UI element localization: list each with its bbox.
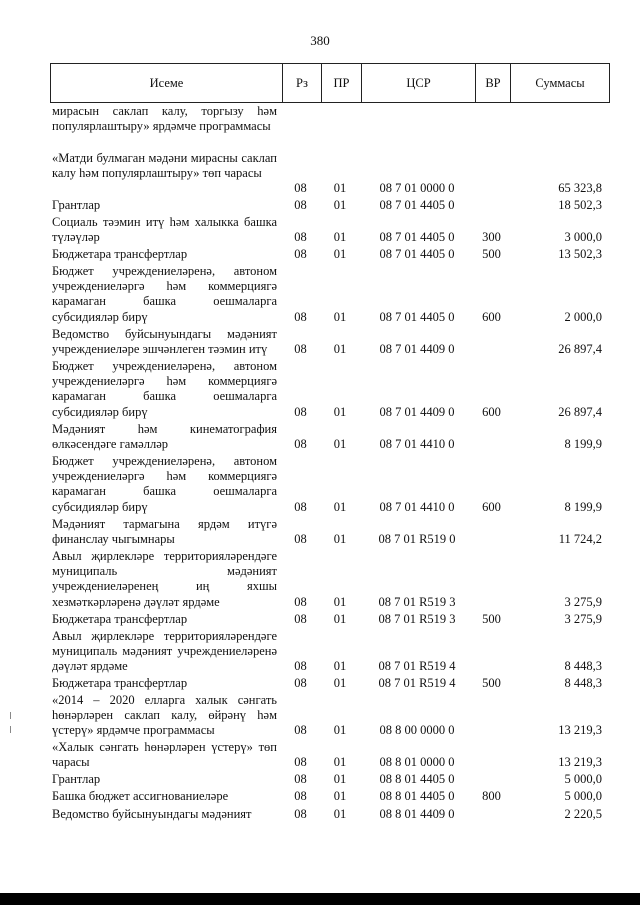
row-csr: 08 7 01 4410 0 bbox=[379, 500, 455, 514]
row-pr: 01 bbox=[333, 659, 347, 673]
row-rz: 08 bbox=[294, 676, 307, 690]
row-vr: 500 bbox=[482, 676, 501, 690]
row-vr: 500 bbox=[482, 612, 501, 626]
row-name: Мәдәният һәм кинематография өлкәсендәге гамәлләр bbox=[52, 422, 277, 452]
row-sum: 13 502,3 bbox=[558, 247, 602, 261]
row-pr: 01 bbox=[333, 342, 347, 356]
page-number: 380 bbox=[310, 33, 330, 48]
row-name: Бюджетара трансфертлар bbox=[52, 676, 188, 690]
row-pr: 01 bbox=[333, 181, 347, 195]
table-row bbox=[50, 198, 610, 213]
row-rz: 08 bbox=[294, 789, 307, 803]
header-csr: ЦСР bbox=[361, 64, 475, 102]
row-csr: 08 7 01 R519 0 bbox=[378, 532, 456, 546]
row-name: «Халык сәнгать һөнәрләрен үстерү» төп чарасы bbox=[52, 740, 277, 770]
row-csr: 08 7 01 4405 0 bbox=[379, 230, 455, 244]
row-pr: 01 bbox=[333, 723, 347, 737]
row-sum: 13 219,3 bbox=[558, 755, 602, 769]
header-pr: ПР bbox=[321, 64, 361, 102]
row-sum: 8 448,3 bbox=[564, 676, 602, 690]
row-rz: 08 bbox=[294, 247, 307, 261]
row-sum: 8 448,3 bbox=[564, 659, 602, 673]
row-rz: 08 bbox=[294, 342, 307, 356]
row-sum: 8 199,9 bbox=[564, 437, 602, 451]
row-sum: 8 199,9 bbox=[564, 500, 602, 514]
table-row bbox=[50, 151, 610, 196]
row-name: Бюджетара трансфертлар bbox=[52, 247, 188, 261]
row-rz: 08 bbox=[294, 181, 307, 195]
row-csr: 08 7 01 R519 3 bbox=[378, 612, 456, 626]
row-sum: 3 275,9 bbox=[564, 595, 602, 609]
row-csr: 08 7 01 0000 0 bbox=[379, 181, 455, 195]
row-pr: 01 bbox=[333, 405, 347, 419]
scan-margin-mark bbox=[10, 726, 11, 733]
row-pr: 01 bbox=[333, 612, 347, 626]
table-row bbox=[50, 612, 610, 627]
row-sum: 5 000,0 bbox=[564, 789, 602, 803]
row-name: мирасын саклап калу, торгызу һәм популярлаштыру» ярдәмче программасы bbox=[52, 104, 277, 134]
row-pr: 01 bbox=[333, 755, 347, 769]
row-pr: 01 bbox=[333, 532, 347, 546]
row-name: Бюджет учреждениеләренә, автоном учреждениеләргә һәм коммерциягә карамаган башка оешмаларга субсидияләр бирү bbox=[52, 359, 277, 419]
row-vr: 800 bbox=[482, 789, 501, 803]
row-csr: 08 7 01 4409 0 bbox=[379, 342, 455, 356]
table-row bbox=[50, 807, 610, 822]
row-pr: 01 bbox=[333, 310, 347, 324]
row-csr: 08 8 01 0000 0 bbox=[379, 755, 455, 769]
row-name: «Матди булмаган мәдәни мирасны саклап калу һәм популярлаштыру» төп чарасы bbox=[52, 151, 277, 181]
row-csr: 08 7 01 R519 4 bbox=[378, 676, 456, 690]
row-csr: 08 7 01 4410 0 bbox=[379, 437, 455, 451]
row-csr: 08 8 01 4405 0 bbox=[379, 789, 455, 803]
row-rz: 08 bbox=[294, 310, 307, 324]
row-csr: 08 8 01 4405 0 bbox=[379, 772, 455, 786]
table-row bbox=[50, 264, 610, 325]
row-vr: 500 bbox=[482, 247, 501, 261]
scan-margin-mark bbox=[10, 712, 11, 719]
table-row bbox=[50, 422, 610, 452]
header-name: Исеме bbox=[149, 76, 184, 90]
row-sum: 3 000,0 bbox=[564, 230, 602, 244]
row-rz: 08 bbox=[294, 230, 307, 244]
table-row bbox=[50, 104, 610, 148]
row-pr: 01 bbox=[333, 676, 347, 690]
table-row bbox=[50, 359, 610, 420]
row-pr: 01 bbox=[333, 772, 347, 786]
header-rz: Рз bbox=[282, 64, 321, 102]
row-pr: 01 bbox=[333, 789, 347, 803]
table-row bbox=[50, 772, 610, 787]
table-row bbox=[50, 693, 610, 738]
row-pr: 01 bbox=[333, 807, 347, 821]
row-sum: 18 502,3 bbox=[558, 198, 602, 212]
row-pr: 01 bbox=[333, 198, 347, 212]
row-name: Ведомство буйсынуындагы мәдәният bbox=[52, 807, 252, 821]
row-sum: 5 000,0 bbox=[564, 772, 602, 786]
row-name: Бюджет учреждениеләренә, автоном учреждениеләргә һәм коммерциягә карамаган башка оешмаларга субсидияләр бирү bbox=[52, 454, 277, 514]
table-row bbox=[50, 629, 610, 674]
header-sum: Суммасы bbox=[510, 64, 609, 102]
row-rz: 08 bbox=[294, 659, 307, 673]
row-rz: 08 bbox=[294, 198, 307, 212]
row-csr: 08 7 01 4405 0 bbox=[379, 310, 455, 324]
row-name: Грантлар bbox=[52, 772, 101, 786]
row-pr: 01 bbox=[333, 437, 347, 451]
row-csr: 08 7 01 R519 4 bbox=[378, 659, 456, 673]
row-csr: 08 8 01 4409 0 bbox=[379, 807, 455, 821]
table-row bbox=[50, 247, 610, 262]
row-sum: 13 219,3 bbox=[558, 723, 602, 737]
table-row bbox=[50, 676, 610, 691]
row-pr: 01 bbox=[333, 230, 347, 244]
row-rz: 08 bbox=[294, 405, 307, 419]
row-rz: 08 bbox=[294, 755, 307, 769]
row-name: Башка бюджет ассигнованиеләре bbox=[52, 789, 229, 803]
header-vr: ВР bbox=[475, 64, 510, 102]
row-csr: 08 8 00 0000 0 bbox=[379, 723, 455, 737]
table-row bbox=[50, 740, 610, 770]
row-vr: 600 bbox=[482, 405, 501, 419]
row-sum: 3 275,9 bbox=[564, 612, 602, 626]
table-row bbox=[50, 517, 610, 547]
row-csr: 08 7 01 4405 0 bbox=[379, 198, 455, 212]
row-csr: 08 7 01 R519 3 bbox=[378, 595, 456, 609]
row-name: «2014 – 2020 елларга халык сәнгать һөнәрләрен саклап калу, өйрәнү һәм үстерү» ярдәмче программасы bbox=[52, 693, 277, 738]
row-rz: 08 bbox=[294, 532, 307, 546]
row-name: Мәдәният тармагына ярдәм итүгә финанслау чыгымнары bbox=[52, 517, 277, 547]
row-sum: 26 897,4 bbox=[558, 405, 602, 419]
table-header bbox=[50, 63, 610, 103]
row-name: Социаль тәэмин итү һәм халыкка башка түләүләр bbox=[52, 215, 277, 245]
row-pr: 01 bbox=[333, 500, 347, 514]
row-rz: 08 bbox=[294, 723, 307, 737]
row-name: Бюджет учреждениеләренә, автоном учреждениеләргә һәм коммерциягә карамаган башка оешмаларга субсидияләр бирү bbox=[52, 264, 277, 324]
table-row bbox=[50, 454, 610, 515]
row-sum: 65 323,8 bbox=[558, 181, 602, 195]
row-rz: 08 bbox=[294, 595, 307, 609]
table-row bbox=[50, 327, 610, 357]
row-name: Грантлар bbox=[52, 198, 101, 212]
table-row bbox=[50, 215, 610, 245]
row-vr: 600 bbox=[482, 500, 501, 514]
row-sum: 11 724,2 bbox=[558, 532, 602, 546]
row-rz: 08 bbox=[294, 807, 307, 821]
row-sum: 2 000,0 bbox=[564, 310, 602, 324]
row-csr: 08 7 01 4405 0 bbox=[379, 247, 455, 261]
table-row bbox=[50, 789, 610, 804]
row-csr: 08 7 01 4409 0 bbox=[379, 405, 455, 419]
row-name: Авыл җирлекләре территорияләрендәге муниципаль мәдәният учреждениеләренең иң яхшы хезмәткәрләренә дәүләт ярдәме bbox=[52, 549, 277, 609]
row-sum: 2 220,5 bbox=[564, 807, 602, 821]
row-vr: 300 bbox=[482, 230, 501, 244]
scan-bottom-edge bbox=[0, 893, 640, 905]
row-rz: 08 bbox=[294, 772, 307, 786]
row-vr: 600 bbox=[482, 310, 501, 324]
row-rz: 08 bbox=[294, 612, 307, 626]
row-sum: 26 897,4 bbox=[558, 342, 602, 356]
row-name: Ведомство буйсынуындагы мәдәният учреждениеләре эшчәнлеген тәэмин итү bbox=[52, 327, 277, 357]
row-name: Авыл җирлекләре территорияләрендәге муниципаль мәдәният учреждениеләренә дәүләт ярдәме bbox=[52, 629, 277, 674]
row-rz: 08 bbox=[294, 437, 307, 451]
row-rz: 08 bbox=[294, 500, 307, 514]
table-row bbox=[50, 549, 610, 610]
row-name: Бюджетара трансфертлар bbox=[52, 612, 188, 626]
row-pr: 01 bbox=[333, 595, 347, 609]
row-pr: 01 bbox=[333, 247, 347, 261]
